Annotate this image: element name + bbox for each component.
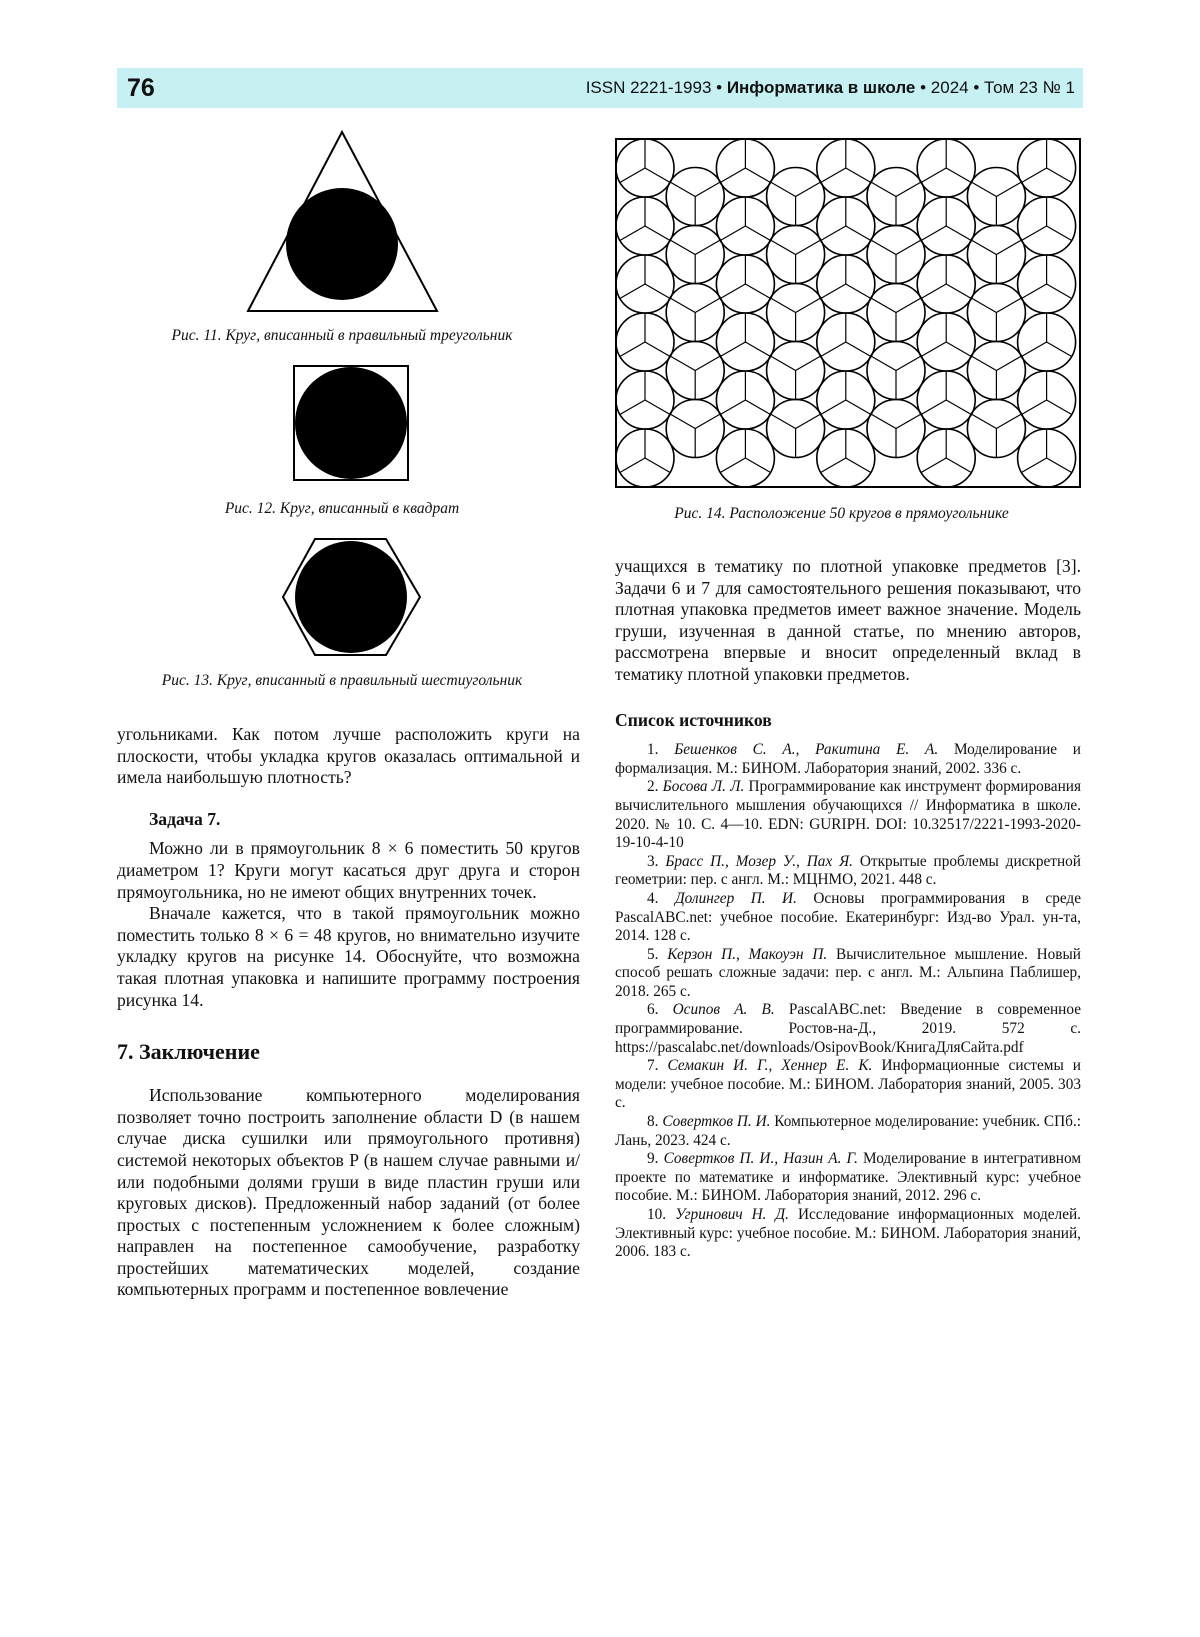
packing-radius-line (896, 298, 921, 313)
reference-authors: Босова Л. Л. (662, 778, 745, 796)
section-title: 7. Заключение (117, 1039, 260, 1065)
packing-radius-line (921, 284, 946, 299)
reference-item (615, 890, 1081, 946)
packing-radius-line (896, 414, 921, 429)
reference-authors: Бешенков С. А., Ракитина Е. А. (674, 741, 939, 759)
packing-radius-line (971, 356, 996, 371)
reference-item (615, 778, 1081, 852)
packing-radius-line (846, 168, 871, 183)
packing-radius-line (846, 458, 871, 473)
figure-circle-packing (615, 138, 1081, 488)
packing-radius-line (921, 168, 946, 183)
figure-circle-in-square (293, 365, 411, 483)
packing-radius-line (770, 182, 795, 197)
journal-volume: Том 23 № 1 (984, 78, 1075, 97)
packing-radius-line (921, 458, 946, 473)
packing-radius-line (695, 182, 720, 197)
packing-radius-line (1047, 284, 1072, 299)
packing-radius-line (821, 342, 846, 357)
issn: ISSN 2221-1993 (585, 78, 712, 97)
packing-radius-line (946, 342, 971, 357)
reference-item (615, 1206, 1081, 1262)
reference-authors: Совертков П. И. (662, 1113, 771, 1131)
figure-circle-in-triangle (246, 130, 446, 314)
packing-radius-line (796, 240, 821, 255)
figure-circle-in-hexagon (282, 538, 422, 656)
conclusion-paragraph: Использование компьютерного моделирования позволяет точно построить заполнение области D (в нашем случае диска сушилки или прямоугольного противня) системой некоторых объектов P (в нашем случае равными и/или подобными долями груши в виде пластин груши или круговых дисков). Предложенный набор заданий (от более простых с постепенным усложнением к более сложным) направлен на постепенное самообучение, разработку простейших математических моделей, создание компьютерных программ и постепенное вовлечение (117, 1085, 580, 1300)
packing-radius-line (796, 356, 821, 371)
packing-radius-line (796, 298, 821, 313)
packing-radius-line (1047, 226, 1072, 241)
packing-radius-line (645, 342, 670, 357)
packing-radius-line (695, 240, 720, 255)
packing-radius-line (745, 168, 770, 183)
packing-radius-line (846, 226, 871, 241)
packing-radius-line (670, 356, 695, 371)
packing-radius-line (770, 240, 795, 255)
packing-radius-line (720, 284, 745, 299)
packing-radius-line (620, 458, 645, 473)
packing-radius-line (695, 298, 720, 313)
packing-radius-line (796, 182, 821, 197)
left-column (117, 724, 580, 1301)
reference-number: 4. (647, 889, 675, 907)
packing-radius-line (821, 400, 846, 415)
page-header (117, 68, 1083, 108)
packing-radius-line (996, 298, 1021, 313)
reference-number: 5. (647, 945, 668, 963)
packing-radius-line (821, 284, 846, 299)
packing-radius-line (871, 182, 896, 197)
packing-radius-line (745, 284, 770, 299)
packing-radius-line (896, 356, 921, 371)
packing-radius-line (720, 342, 745, 357)
reference-number: 8. (647, 1113, 663, 1131)
conclusion-continued: учащихся в тематику по плотной упаковке предметов [3]. Задачи 6 и 7 для самостоятельного решения показывают, что плотная упаковка предметов имеет важное значение. Модель груши, изученная в данной статье, по мнению авторов, рассмотрена впервые и вносит определенный вклад в тематику плотной упаковки предметов. (615, 556, 1081, 684)
reference-number: 7. (647, 1057, 668, 1075)
reference-text: Компьютерное моделирование: учебник. СПб.: Лань, 2023. 424 с. (615, 1113, 1082, 1149)
fig12-caption: Рис. 12. Круг, вписанный в квадрат (224, 500, 460, 517)
packing-radius-line (1021, 458, 1046, 473)
packing-radius-line (871, 240, 896, 255)
reference-authors: Семакин И. Г., Хеннер Е. К. (667, 1057, 873, 1075)
reference-text: Открытые проблемы дискретной геометрии: пер. с англ. М.: МЦНМО, 2021. 448 с. (615, 852, 1081, 889)
reference-text: Моделирование и формализация. М.: БИНОМ. Лаборатория знаний, 2002. 336 с. (615, 741, 1081, 777)
reference-item (615, 946, 1081, 1002)
packing-radius-line (896, 240, 921, 255)
packing-radius-line (695, 356, 720, 371)
journal-year: 2024 (930, 78, 969, 97)
packing-radius-line (720, 168, 745, 183)
task-title: Задача 7. (149, 808, 221, 829)
reference-number: 9. (647, 1150, 664, 1168)
task-paragraph: Можно ли в прямоугольник 8 × 6 поместить 50 кругов диаметром 1? Круги могут касаться друг друга и сторон прямоугольника, но не имеют общих внутренних точек. (117, 838, 580, 902)
packing-radius-line (645, 226, 670, 241)
journal-info: ISSN 2221-1993 • Информатика в школе • 2024 • Том 23 № 1 (585, 78, 1075, 97)
packing-radius-line (745, 342, 770, 357)
packing-radius-line (846, 284, 871, 299)
packing-radius-line (1021, 168, 1046, 183)
packing-radius-line (745, 226, 770, 241)
reference-text: Информационные системы и модели: учебное пособие. М.: БИНОМ. Лаборатория знаний, 2005. 303 с. (615, 1057, 1081, 1112)
fig11-caption: Рис. 11. Круг, вписанный в правильный треугольник (171, 327, 513, 344)
packing-radius-line (896, 182, 921, 197)
packing-radius-line (720, 458, 745, 473)
page-number: 76 (127, 74, 155, 102)
packing-radius-line (720, 226, 745, 241)
packing-radius-line (620, 342, 645, 357)
packing-radius-line (821, 226, 846, 241)
fig13-caption: Рис. 13. Круг, вписанный в правильный шестиугольник (161, 672, 523, 689)
packing-radius-line (796, 414, 821, 429)
intro-paragraph: угольниками. Как потом лучше расположить круги на плоскости, чтобы укладка кругов оказалась оптимальной и имела наибольшую плотность? (117, 724, 580, 788)
reference-text: Основы программирования в среде PascalABC.net: учебное пособие. Екатеринбург: Изд-во Урал. ун-та, 2014. 128 с. (615, 889, 1082, 945)
reference-item (615, 1150, 1081, 1206)
packing-radius-line (645, 168, 670, 183)
fig14-caption: Рис. 14. Расположение 50 кругов в прямоугольнике (674, 505, 1009, 522)
reference-number: 3. (647, 852, 666, 870)
reference-item (615, 853, 1081, 890)
packing-radius-line (770, 356, 795, 371)
packing-radius-line (971, 414, 996, 429)
packing-radius-line (971, 298, 996, 313)
packing-radius-line (620, 168, 645, 183)
packing-radius-line (720, 400, 745, 415)
packing-radius-line (846, 342, 871, 357)
packing-radius-line (770, 414, 795, 429)
inscribed-circle (295, 541, 407, 653)
packing-radius-line (821, 458, 846, 473)
reference-text: Моделирование в интегративном проекте по математике и информатике. Элективный курс: учебное пособие. М.: БИНОМ. Лаборатория знаний, 2012. 296 с. (615, 1150, 1082, 1205)
packing-radius-line (871, 414, 896, 429)
packing-radius-line (620, 400, 645, 415)
reference-text: Исследование информационных моделей. Элективный курс: учебное пособие. М.: БИНОМ. Лаборатория знаний, 2006. 183 с. (615, 1206, 1081, 1261)
reference-authors: Долингер П. И. (674, 889, 797, 907)
reference-item (615, 1057, 1081, 1113)
packing-radius-line (971, 182, 996, 197)
packing-radius-line (921, 226, 946, 241)
packing-radius-line (645, 284, 670, 299)
packing-radius-line (971, 240, 996, 255)
task-paragraph-2: Вначале кажется, что в такой прямоугольник можно поместить только 8 × 6 = 48 кругов, но внимательно изучите укладку кругов на рисунке 14. Обоснуйте, что возможна такая плотная упаковка и напишите программу построения рисунка 14. (117, 903, 580, 1010)
packing-radius-line (670, 240, 695, 255)
packing-radius-line (996, 240, 1021, 255)
packing-radius-line (645, 458, 670, 473)
packing-radius-line (846, 400, 871, 415)
packing-radius-line (946, 168, 971, 183)
packing-radius-line (946, 458, 971, 473)
packing-radius-line (946, 284, 971, 299)
packing-radius-line (770, 298, 795, 313)
reference-text: Программирование как инструмент формирования вычислительного мышления обучающихся // Информатика в школе. 2020. № 10. С. 4—10. EDN: GURIPH. DOI: 10.32517/2221-1993-2020-19-10-4-10 (615, 778, 1082, 852)
packing-radius-line (670, 298, 695, 313)
reference-number: 6. (647, 1001, 673, 1019)
packing-radius-line (670, 182, 695, 197)
packing-radius-line (921, 342, 946, 357)
inscribed-circle (286, 188, 398, 300)
reference-authors: Осипов А. В. (672, 1001, 775, 1019)
reference-item (615, 741, 1081, 778)
packing-radius-line (1021, 226, 1046, 241)
reference-text: Вычислительное мышление. Новый способ решать сложные задачи: пер. с англ. М.: Альпина Паблишер, 2018. 265 с. (615, 945, 1081, 1000)
packing-radius-line (1021, 342, 1046, 357)
packing-radius-line (670, 414, 695, 429)
packing-radius-line (996, 356, 1021, 371)
packing-radius-line (620, 226, 645, 241)
packing-radius-line (745, 458, 770, 473)
packing-radius-line (1047, 400, 1072, 415)
packing-radius-line (695, 414, 720, 429)
packing-radius-line (1047, 342, 1072, 357)
reference-number: 10. (647, 1206, 676, 1223)
inscribed-circle (295, 367, 407, 479)
reference-authors: Брасс П., Мозер У., Пах Я. (665, 852, 853, 870)
packing-radius-line (1021, 284, 1046, 299)
packing-radius-line (921, 400, 946, 415)
references-title: Список источников (615, 709, 772, 730)
packing-radius-line (645, 400, 670, 415)
packing-radius-line (745, 400, 770, 415)
packing-radius-line (620, 284, 645, 299)
packing-radius-line (996, 414, 1021, 429)
reference-number: 2. (647, 778, 663, 796)
packing-radius-line (946, 226, 971, 241)
reference-authors: Угринович Н. Д. (675, 1206, 789, 1223)
reference-authors: Совертков П. И., Назин А. Г. (663, 1150, 858, 1168)
reference-item (615, 1113, 1081, 1150)
reference-number: 1. (647, 741, 675, 759)
right-column (615, 556, 1081, 1262)
references-list (615, 741, 1081, 1262)
packing-radius-line (871, 356, 896, 371)
packing-radius-line (1021, 400, 1046, 415)
reference-text: PascalABC.net: Введение в современное программирование. Ростов-на-Д., 2019. 572 с. https://pascalabc.net/downloads/OsipovBook/КнигаДляСайта.pdf (615, 1001, 1081, 1056)
reference-authors: Керзон П., Макоуэн П. (667, 945, 828, 963)
packing-radius-line (946, 400, 971, 415)
packing-radius-line (821, 168, 846, 183)
packing-radius-line (871, 298, 896, 313)
packing-radius-line (996, 182, 1021, 197)
reference-item (615, 1001, 1081, 1057)
packing-radius-line (1047, 168, 1072, 183)
journal-title: Информатика в школе (726, 78, 916, 97)
packing-radius-line (1047, 458, 1072, 473)
